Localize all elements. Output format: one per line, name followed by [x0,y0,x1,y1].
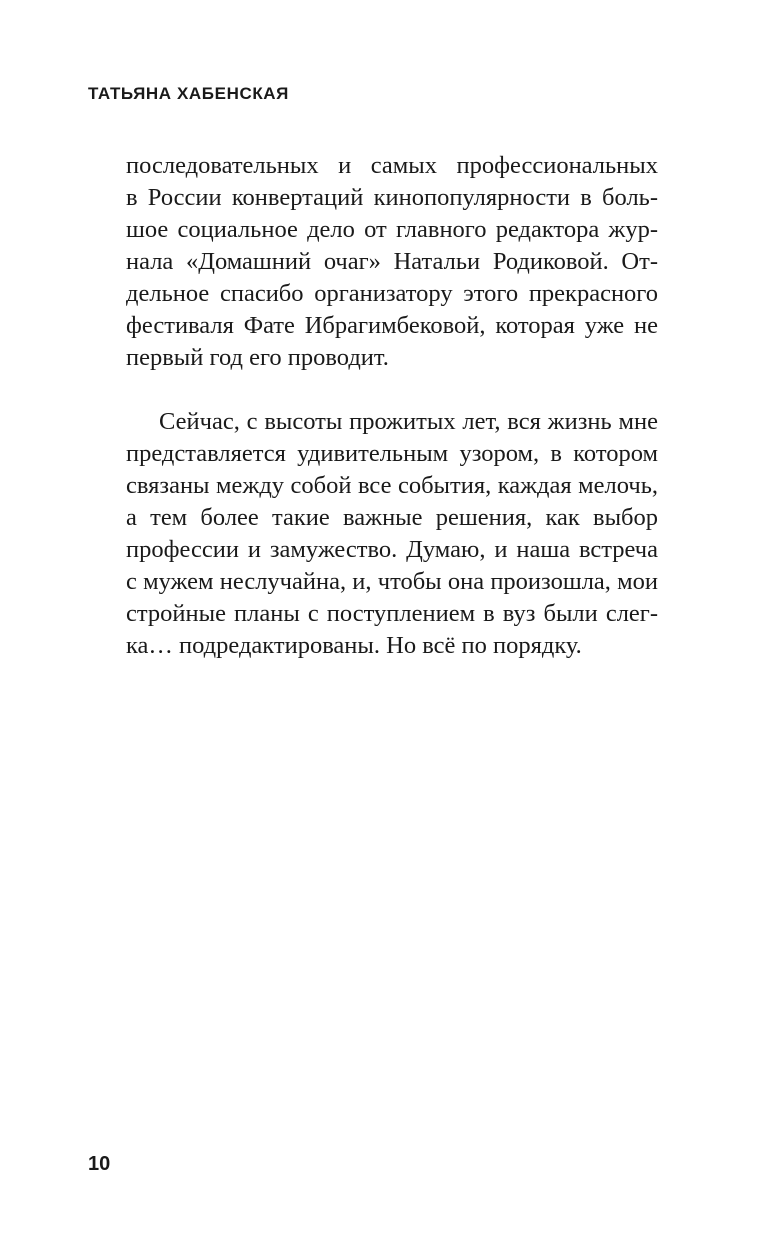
paragraph-gap [126,374,658,406]
paragraph [126,150,658,374]
text-line: а тем более такие важные решения, как выбор [126,504,658,531]
text-line: стройные планы с поступлением в вуз были слег- [126,600,658,627]
text-line: нала «Домашний очаг» Натальи Родиковой. От- [126,248,658,275]
text-line: шое социальное дело от главного редактора жур- [126,216,658,243]
text-line: последовательных и самых профессиональных [126,152,658,179]
page-number: 10 [88,1153,111,1175]
text-line: профессии и замужество. Думаю, и наша встреча [126,536,658,563]
text-line: с мужем неслучайна, и, чтобы она произошла, мои [126,568,658,595]
body-text [126,150,658,662]
paragraph [126,406,658,662]
running-head: ТАТЬЯНА ХАБЕНСКАЯ [88,84,289,103]
text-line: дельное спасибо организатору этого прекрасного [126,280,658,307]
text-line: в России конвертаций кинопопулярности в боль- [126,184,658,211]
text-line: Сейчас, с высоты прожитых лет, вся жизнь мне [159,408,658,435]
text-line: ка… подредактированы. Но всё по порядку. [126,632,582,659]
text-line: первый год его проводит. [126,344,389,371]
text-line: представляется удивительным узором, в котором [126,440,658,467]
text-line: фестиваля Фате Ибрагимбековой, которая уже не [126,312,658,339]
text-line: связаны между собой все события, каждая мелочь, [126,472,658,499]
